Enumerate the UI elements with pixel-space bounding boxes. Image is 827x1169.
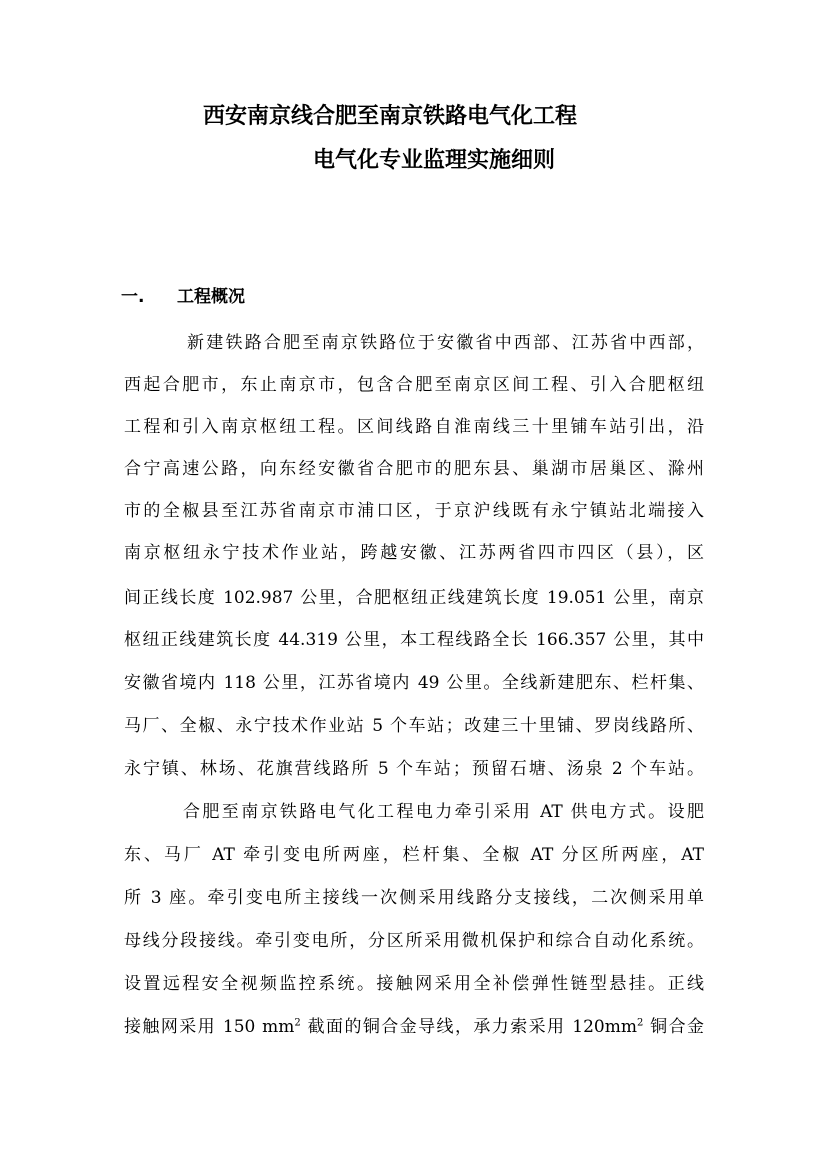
document-title-line2: 电气化专业监理实施细则 [313, 148, 556, 173]
text-run: 铜合金 [643, 1017, 704, 1037]
paragraph-line: 马厂、全椒、永宁技术作业站 5 个车站；改建三十里铺、罗岗线路所、 [124, 716, 704, 736]
paragraph-line: 新建铁路合肥至南京铁路位于安徽省中西部、江苏省中西部， [187, 333, 704, 353]
paragraph-line: 母线分段接线。牵引变电所，分区所采用微机保护和综合自动化系统。 [124, 931, 704, 951]
paragraph-line: 安徽省境内 118 公里，江苏省境内 49 公里。全线新建肥东、栏杆集、 [124, 673, 704, 693]
superscript: 2 [294, 1017, 301, 1029]
paragraph-line: 西起合肥市，东止南京市，包含合肥至南京区间工程、引入合肥枢纽 [124, 375, 704, 395]
paragraph-line: 设置远程安全视频监控系统。接触网采用全补偿弹性链型悬挂。正线 [124, 974, 704, 994]
paragraph-line [124, 1015, 704, 1039]
text-run: 接触网采用 150 mm [124, 1017, 295, 1037]
superscript: 2 [636, 1017, 644, 1029]
section-heading [121, 285, 245, 309]
paragraph-line: 间正线长度 102.987 公里，合肥枢纽正线建筑长度 19.051 公里，南京 [124, 588, 704, 608]
section-title: 工程概况 [177, 287, 245, 307]
document-title-line1: 西安南京线合肥至南京铁路电气化工程 [203, 104, 578, 129]
paragraph-line: 合肥至南京铁路电气化工程电力牵引采用 AT 供电方式。设肥 [183, 802, 704, 822]
paragraph-line: 枢纽正线建筑长度 44.319 公里，本工程线路全长 166.357 公里，其中 [124, 630, 704, 650]
paragraph-line: 合宁高速公路，向东经安徽省合肥市的肥东县、巢湖市居巢区、滁州 [124, 459, 704, 479]
text-run: 截面的铜合金导线，承力索采用 120mm [300, 1017, 637, 1037]
section-number: 一. [121, 287, 145, 307]
paragraph-line: 南京枢纽永宁技术作业站，跨越安徽、江苏两省四市四区（县），区 [124, 543, 704, 563]
paragraph-line: 所 3 座。牵引变电所主接线一次侧采用线路分支接线，二次侧采用单 [124, 888, 704, 908]
paragraph-line: 永宁镇、林场、花旗营线路所 5 个车站；预留石塘、汤泉 2 个车站。 [124, 759, 704, 779]
paragraph-line: 市的全椒县至江苏省南京市浦口区，于京沪线既有永宁镇站北端接入 [124, 501, 704, 521]
paragraph-line: 东、马厂 AT 牵引变电所两座，栏杆集、全椒 AT 分区所两座，AT [124, 845, 704, 865]
paragraph-line: 工程和引入南京枢纽工程。区间线路自淮南线三十里铺车站引出，沿 [124, 417, 704, 437]
